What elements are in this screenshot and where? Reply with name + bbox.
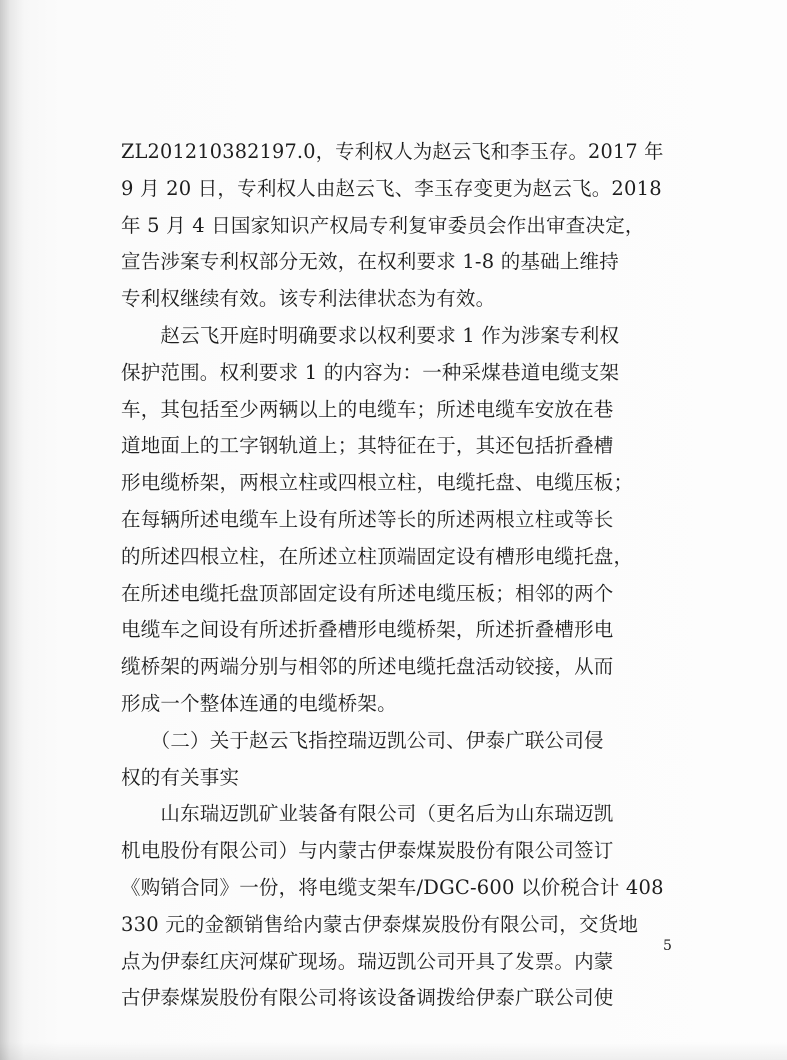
text-line: 缆桥架的两端分别与相邻的所述电缆托盘活动铰接，从而 <box>121 655 614 679</box>
text-line: 形电缆桥架，两根立柱或四根立柱，电缆托盘、电缆压板； <box>121 471 634 495</box>
page-number: 5 <box>663 938 672 954</box>
text-line: 330 元的金额销售给内蒙古伊泰煤炭股份有限公司，交货地 <box>121 912 639 936</box>
text-line: 年 5 月 4 日国家知识产权局专利复审委员会作出审查决定， <box>121 213 645 237</box>
text-line: 宣告涉案专利权部分无效，在权利要求 1-8 的基础上维持 <box>121 250 619 274</box>
text-line: 机电股份有限公司）与内蒙古伊泰煤炭股份有限公司签订 <box>121 839 614 863</box>
text-line: 赵云飞开庭时明确要求以权利要求 1 作为涉案专利权 <box>121 323 620 347</box>
text-line: （二）关于赵云飞指控瑞迈凯公司、伊泰广联公司侵 <box>121 728 604 752</box>
text-line: 《购销合同》一份，将电缆支架车/DGC-600 以价税合计 408 <box>121 875 664 899</box>
text-line: ZL201210382197.0，专利权人为赵云飞和李玉存。2017 年 <box>121 140 664 163</box>
text-line: 专利权继续有效。该专利法律状态为有效。 <box>121 287 496 311</box>
text-line: 保护范围。权利要求 1 的内容为：一种采煤巷道电缆支架 <box>121 360 620 384</box>
text-line: 电缆车之间设有所述折叠槽形电缆桥架，所述折叠槽形电 <box>121 618 614 642</box>
document-body <box>121 134 669 1017</box>
text-line: 在每辆所述电缆车上设有所述等长的所述两根立柱或等长 <box>121 507 614 531</box>
text-line: 的所述四根立柱，在所述立柱顶端固定设有槽形电缆托盘， <box>121 544 634 568</box>
text-line: 权的有关事实 <box>121 765 240 789</box>
text-line: 在所述电缆托盘顶部固定设有所述电缆压板；相邻的两个 <box>121 581 614 605</box>
text-line: 山东瑞迈凯矿业装备有限公司（更名后为山东瑞迈凯 <box>121 802 614 826</box>
text-line: 车，其包括至少两辆以上的电缆车；所述电缆车安放在巷 <box>121 397 614 421</box>
text-line: 古伊泰煤炭股份有限公司将该设备调拨给伊泰广联公司使 <box>121 986 614 1010</box>
text-line: 道地面上的工字钢轨道上；其特征在于，其还包括折叠槽 <box>121 434 614 458</box>
text-line: 形成一个整体连通的电缆桥架。 <box>121 691 397 715</box>
text-line: 点为伊泰红庆河煤矿现场。瑞迈凯公司开具了发票。内蒙 <box>121 949 614 973</box>
text-line: 9 月 20 日，专利权人由赵云飞、李玉存变更为赵云飞。2018 <box>121 176 662 200</box>
